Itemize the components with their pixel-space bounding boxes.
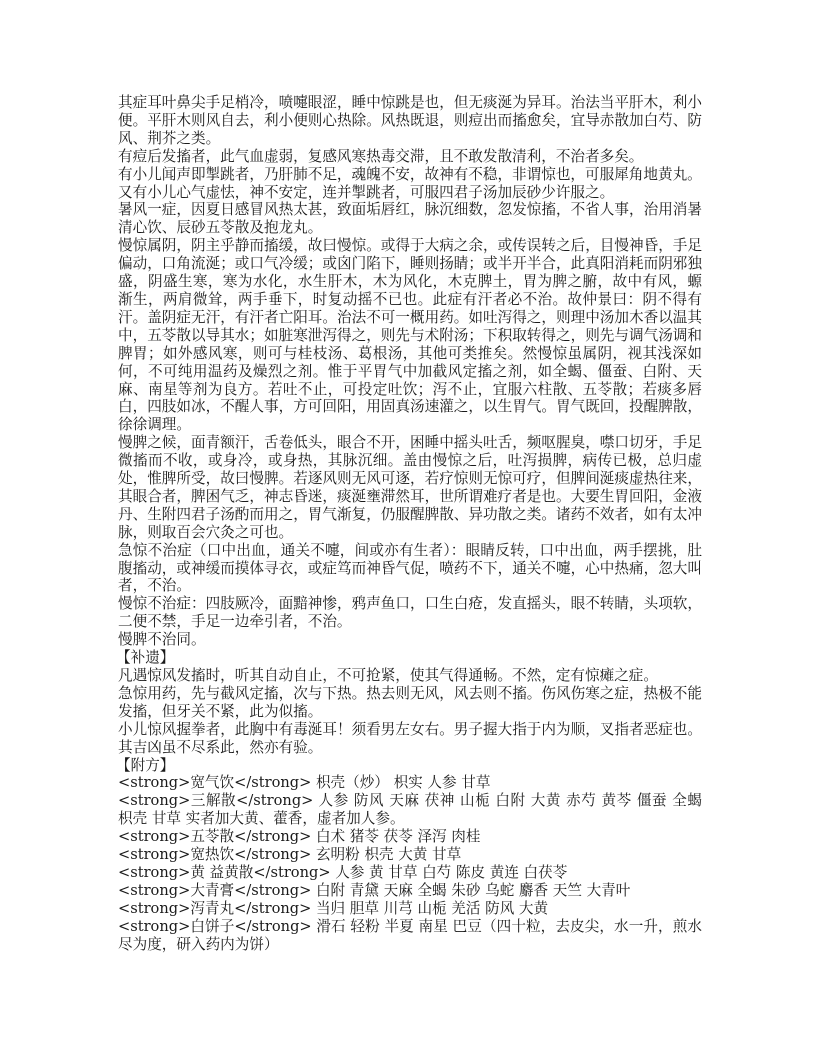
formula-item: <strong>宽气饮</strong> 枳壳（炒） 枳实 人参 甘草 <box>118 774 491 792</box>
paragraph: 有小儿闻声即掣跳者，乃肝肺不足，魂魄不安，故神有不稳，非谓惊也，可服犀角地黄丸。 <box>118 165 702 183</box>
paragraph: 慢脾之候，面青额汗，舌卷低头，眼合不开，困睡中摇头吐舌，频呕腥臭，噤口切牙，手足微搐而不收，或身冷，或身热，其脉沉细。盖由慢惊之后，吐泻损脾，病传已极，总归虚处，惟脾所受，故曰慢脾。若逐风则无风可逐，若疗惊则无惊可疗，但脾间涎痰虚热往来，其眼合者，脾困气乏，神志昏迷，痰涎壅滞然耳，世所谓难疗者是也。大要生胃回阳，金液丹、生附四君子汤酌而用之，胃气渐复，仍服醒脾散、异功散之类。诸药不效者，如有太冲脉，则取百会穴灸之可也。 <box>118 434 702 541</box>
formula-item: <strong>大青膏</strong> 白附 青黛 天麻 全蝎 朱砂 乌蛇 麝香 天竺 大青叶 <box>118 881 631 899</box>
paragraph: 其症耳叶鼻尖手足梢冷，喷嚏眼涩，睡中惊跳是也，但无痰涎为异耳。治法当平肝木，利小便。平肝木则风自去，利小便则心热除。风热既退，则痘出而搐愈矣，宜导赤散加白芍、防风、荆芥之类。 <box>118 94 702 147</box>
section-heading-supplement: 【补遗】 <box>116 649 175 667</box>
formula-item: <strong>白饼子</strong> 滑石 轻粉 半夏 南星 巴豆（四十粒，去皮尖，水一升，煎水尽为度，研入药内为饼） <box>118 917 702 953</box>
paragraph: 小儿惊风握拳者，此胸中有毒涎耳！须看男左女右。男子握大指于内为顺，叉指者恶症也。其吉凶虽不尽系此，然亦有验。 <box>118 720 702 756</box>
formula-item: <strong>宽热饮</strong> 玄明粉 枳壳 大黄 甘草 <box>118 846 462 864</box>
paragraph: 又有小儿心气虚怯，神不安定，连并掣跳者，可服四君子汤加辰砂少许服之。 <box>118 183 615 201</box>
formula-item: <strong>泻青丸</strong> 当归 胆草 川芎 山栀 羌活 防风 大黄 <box>118 899 549 917</box>
paragraph: 慢惊不治症：四肢厥冷，面黯神惨，鸦声鱼口，口生白疮，发直摇头，眼不转睛，头项软，二便不禁，手足一边牵引者，不治。 <box>118 595 702 631</box>
paragraph: 凡遇惊风发搐时，听其自动自止，不可抢紧，使其气得通畅。不然，定有惊瘫之症。 <box>118 667 658 684</box>
paragraph: 急惊不治症（口中出血，通关不嚏，间或亦有生者）：眼睛反转，口中出血，两手摆挑，肚腹搐动，或神缓而摸体寻衣，或症笃而神昏气促，喷药不下，通关不嚏，心中热痛，忽大叫者，不治。 <box>118 541 702 595</box>
document-body <box>118 94 702 954</box>
formula-item: <strong>五苓散</strong> 白术 猪苓 茯苓 泽泻 肉桂 <box>118 828 481 846</box>
paragraph: 慢惊属阴，阴主乎静而搐缓，故曰慢惊。或得于大病之余，或传误转之后，目慢神昏，手足偏动，口角流涎；或口气冷缓；或囟门陷下，睡则扬睛；或半开半合，此真阳消耗而阴邪独盛，阴盛生寒，寒为水化，水生肝木，木为风化，木克脾土，胃为脾之腑，故中有风，螈 渐生，两肩微耸，两手垂下，时复动摇不已也。此症有汗者必不治。故仲景曰：阴不得有汗。盖阴症无汗，有汗者亡阳耳。治法不可一概用药。如吐泻得之，则理中汤加木香以温其中，五苓散以导其水；如脏寒泄泻得之，则先与术附汤；下积取转得之，则先与调气汤调和脾胃；如外感风寒，则可与桂枝汤、葛根汤，其他可类推矣。然慢惊虽属阴，视其浅深如何，不可纯用温药及燥烈之剂。惟于平胃气中加截风定搐之剂，如全蝎、僵蚕、白附、天麻、南星等剂为良方。若吐不止，可投定吐饮；泻不止，宜服六柱散、五苓散；若痰多唇白，四肢如冰，不醒人事，方可回阳，用固真汤速灌之，以生胃气。胃气既回，投醒脾散，徐徐调理。 <box>118 237 702 434</box>
paragraph: 暑风一症，因夏日感冒风热太甚，致面垢唇红，脉沉细数，忽发惊搐，不省人事，治用消暑清心饮、辰砂五苓散及抱龙丸。 <box>118 201 702 237</box>
paragraph: 急惊用药，先与截风定搐，次与下热。热去则无风，风去则不搐。伤风伤寒之症，热极不能发搐，但牙关不紧，此为似搐。 <box>118 684 702 720</box>
formula-item: <strong>三解散</strong> 人参 防风 天麻 茯神 山栀 白附 大黄 赤芍 黄芩 僵蚕 全蝎 枳壳 甘草 实者加大黄、藿香，虚者加人参。 <box>118 792 702 828</box>
paragraph: 有痘后发搐者，此气血虚弱，复感风寒热毒交滞，且不敢发散清利，不治者多矣。 <box>118 147 644 165</box>
formula-item: <strong>黄 益黄散</strong> 人参 黄 甘草 白芍 陈皮 黄连 白茯苓 <box>118 863 568 881</box>
section-heading-appendix-formulas: 【附方】 <box>116 756 175 774</box>
paragraph: 慢脾不治同。 <box>118 631 206 649</box>
